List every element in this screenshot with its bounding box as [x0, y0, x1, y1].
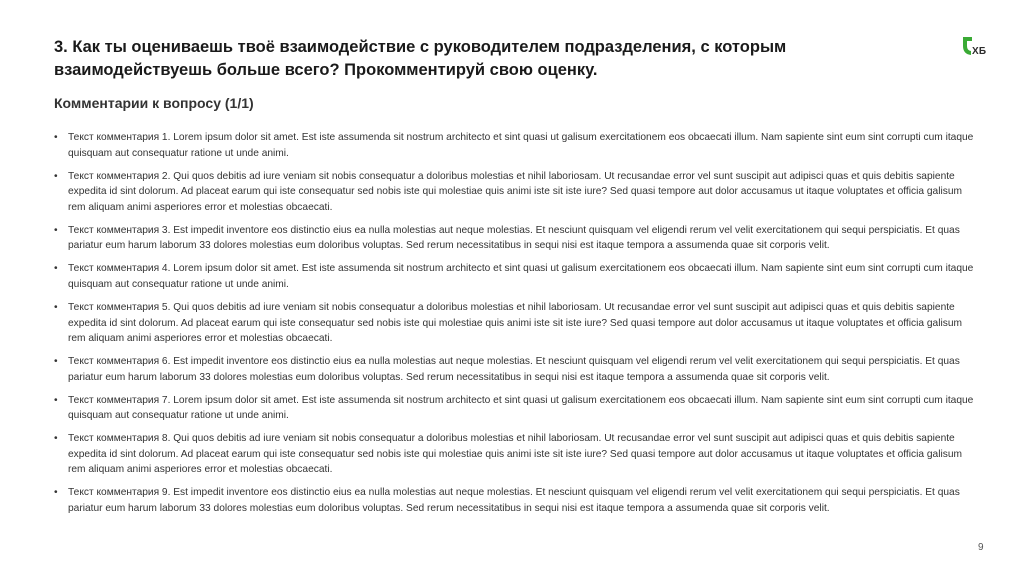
slide-title: 3. Как ты оцениваешь твоё взаимодействие с руководителем подразделения, с которым взаимодействуешь больше всего? Прокомментируй свою оценку. [54, 38, 787, 79]
comment-item [54, 169, 976, 216]
comment-item [54, 393, 976, 424]
comment-item [54, 300, 976, 347]
comment-text: Текст комментария 9. Est impedit inventore eos distinctio eius ea nulla molestias aut neque molestias. Et nesciunt quisquam vel eligendi rerum vel velit exercitationem qui sequi perspiciatis. Et quas pariatur eum harum laborum 33 dolores molestias eum doloribus voluptas. Sed rerum necessitatibus in sequi nisi est itaque tempora a assumenda quae sit corporis velit. [68, 487, 960, 514]
comment-text: Текст комментария 3. Est impedit inventore eos distinctio eius ea nulla molestias aut neque molestias. Et nesciunt quisquam vel eligendi rerum vel velit exercitationem qui sequi perspiciatis. Et quas pariatur eum harum laborum 33 dolores molestias eum doloribus voluptas. Sed rerum necessitatibus in sequi nisi est itaque tempora a assumenda quae sit corporis velit. [68, 224, 960, 252]
bullet-icon: • [54, 132, 58, 143]
comment-text: Текст комментария 2. Qui quos debitis ad iure veniam sit nobis consequatur a doloribus molestias et nihil laboriosam. Ut recusandae error vel sunt suscipit aut adipisci quas et quis debitis sapiente expedita id sint dolorum. Ad placeat earum qui iste consequatur sed nobis iste qui molestiae quis animi iste sit iste iure? Sed quasi tempore aut dolor accusamus ut itaque voluptates et officia galisum rem aliquam animi asperiores error et molestias obcaecati. [68, 170, 962, 213]
logo-green-arc [963, 37, 972, 46]
comment-text: Текст комментария 5. Qui quos debitis ad iure veniam sit nobis consequatur a doloribus molestias et nihil laboriosam. Ut recusandae error vel sunt suscipit aut adipisci quas et quis debitis sapiente expedita id sint dolorum. Ad placeat earum qui iste consequatur sed nobis iste qui molestiae quis animi iste sit iste iure? Sed quasi tempore aut dolor accusamus ut itaque voluptates et officia galisum rem aliquam animi asperiores error et molestias obcaecati. [68, 301, 962, 345]
comment-item [54, 261, 976, 292]
bullet-icon: • [54, 224, 58, 236]
bullet-icon: • [54, 170, 58, 182]
comment-item [54, 354, 976, 385]
bullet-icon: • [54, 487, 58, 499]
bullet-icon: • [54, 301, 58, 313]
page-number: 9 [978, 542, 984, 553]
comment-text: Текст комментария 4. Lorem ipsum dolor sit amet. Est iste assumenda sit nostrum architecto et sint quasi ut galisum exercitationem eos obcaecati illum. Nam sapiente sint eum sint corrupti cum itaque quisquam aut consequatur ratione ut unde animi. [68, 263, 974, 290]
bullet-icon: • [54, 263, 58, 275]
comment-text: Текст комментария 8. Qui quos debitis ad iure veniam sit nobis consequatur a doloribus molestias et nihil laboriosam. Ut recusandae error vel sunt suscipit aut adipisci quas et quis debitis sapiente expedita id sint dolorum. Ad placeat earum qui iste consequatur sed nobis iste qui molestiae quis animi iste sit iste iure? Sed quasi tempore aut dolor accusamus ut itaque voluptates et officia galisum rem aliquam animi asperiores error et molestias obcaecati. [68, 433, 962, 476]
comment-item [54, 431, 976, 478]
logo-text: ХБ [972, 46, 987, 57]
logo-green-arc-tail [963, 46, 971, 55]
comment-item [54, 130, 976, 161]
bullet-icon: • [54, 433, 58, 445]
comment-text: Текст комментария 1. Lorem ipsum dolor sit amet. Est iste assumenda sit nostrum architecto et sint quasi ut galisum exercitationem eos obcaecati illum. Nam sapiente sint eum sint corrupti cum itaque quisquam aut consequatur ratione ut unde animi. [68, 132, 974, 159]
bullet-icon: • [54, 356, 58, 368]
comment-item [54, 223, 976, 254]
comments-list [54, 130, 976, 524]
comment-item [54, 485, 976, 516]
comments-subtitle: Комментарии к вопросу (1/1) [54, 95, 254, 111]
bullet-icon: • [54, 394, 58, 406]
comment-text: Текст комментария 7. Lorem ipsum dolor sit amet. Est iste assumenda sit nostrum architecto et sint quasi ut galisum exercitationem eos obcaecati illum. Nam sapiente sint eum sint corrupti cum itaque quisquam aut consequatur ratione ut unde animi. [68, 394, 974, 422]
comment-text: Текст комментария 6. Est impedit inventore eos distinctio eius ea nulla molestias aut neque molestias. Et nesciunt quisquam vel eligendi rerum vel velit exercitationem qui sequi perspiciatis. Et quas pariatur eum harum laborum 33 dolores molestias eum doloribus voluptas. Sed rerum necessitatibus in sequi nisi est itaque tempora a assumenda quae sit corporis velit. [68, 356, 960, 383]
